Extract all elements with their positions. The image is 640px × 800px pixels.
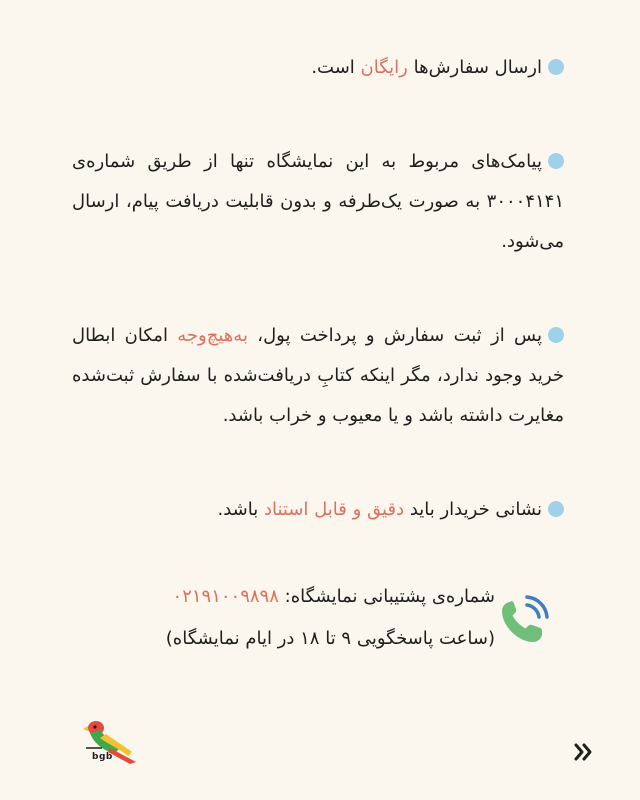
double-chevron-icon[interactable] bbox=[572, 740, 596, 764]
paragraph-free-shipping bbox=[72, 48, 564, 88]
paragraph-text: است. bbox=[311, 57, 361, 78]
bullet-dot-icon bbox=[548, 501, 564, 517]
support-info bbox=[90, 576, 495, 660]
paragraph-address bbox=[72, 490, 564, 530]
logo-text: bgb bbox=[92, 752, 113, 762]
support-phone-number[interactable]: ۰۲۱۹۱۰۰۹۸۹۸ bbox=[172, 586, 279, 607]
support-line bbox=[90, 576, 495, 618]
paragraph-text: پیامک‌های مربوط به این نمایشگاه تنها از طریق شماره‌ی ۳۰۰۰۴۱۴۱ به صورت یک‌طرفه و بدون قابلیت دریافت پیام، ارسال می‌شود. bbox=[72, 151, 564, 252]
paragraph-text: باشد. bbox=[217, 499, 264, 520]
paragraph-sms-info bbox=[72, 142, 564, 262]
paragraph-highlight: رایگان bbox=[360, 57, 408, 78]
paragraph-highlight: به‌هیچ‌وجه bbox=[177, 325, 248, 346]
phone-icon bbox=[496, 592, 552, 648]
info-content bbox=[72, 48, 564, 530]
support-hours: (ساعت پاسخگویی ۹ تا ۱۸ در ایام نمایشگاه) bbox=[165, 628, 495, 649]
paragraph-text: نشانی خریدار باید bbox=[404, 499, 542, 520]
paragraph-text: ارسال سفارش‌ها bbox=[407, 57, 542, 78]
paragraph-text: امکان ابطال خرید وجود ندارد، مگر اینکه کتابِ دریافت‌شده با سفارش ثبت‌شده مغایرت داشته باشد و یا معیوب و خراب باشد. bbox=[72, 325, 564, 426]
bullet-dot-icon bbox=[548, 59, 564, 75]
bullet-dot-icon bbox=[548, 327, 564, 343]
paragraph-text: پس از ثبت سفارش و پرداخت پول، bbox=[247, 325, 542, 346]
paragraph-cancellation bbox=[72, 316, 564, 436]
bullet-dot-icon bbox=[548, 153, 564, 169]
paragraph-highlight: دقیق و قابل استناد bbox=[263, 499, 405, 520]
support-label: شماره‌ی پشتیبانی نمایشگاه: bbox=[284, 586, 495, 607]
